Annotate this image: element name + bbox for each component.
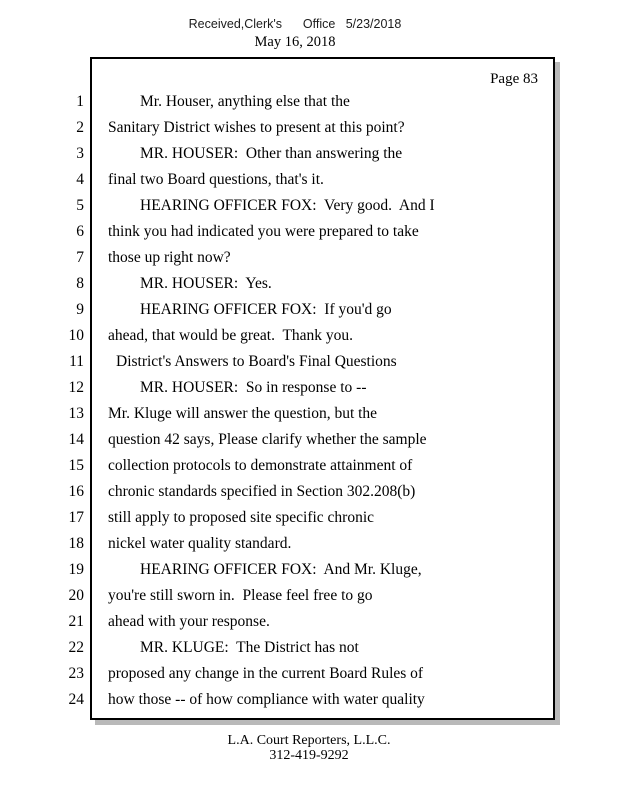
- transcript-line: [40, 557, 550, 583]
- transcript-line: [40, 193, 550, 219]
- transcript-line: [40, 115, 550, 141]
- transcript-line: [40, 453, 550, 479]
- line-number: 5: [76, 197, 84, 214]
- line-number: 14: [68, 431, 84, 448]
- line-text: ahead with your response.: [108, 613, 270, 630]
- page-number-label: Page 83: [490, 71, 538, 87]
- transcript-line: [40, 505, 550, 531]
- transcript-line: [40, 583, 550, 609]
- transcript-line: [40, 141, 550, 167]
- line-text: how those -- of how compliance with water quality: [108, 691, 425, 708]
- line-text: think you had indicated you were prepared to take: [108, 223, 419, 240]
- line-number: 6: [76, 223, 84, 240]
- line-text: chronic standards specified in Section 302.208(b): [108, 483, 416, 500]
- line-text: nickel water quality standard.: [108, 535, 292, 552]
- transcript-line: [40, 687, 550, 713]
- line-number: 17: [68, 509, 84, 526]
- line-number: 22: [68, 639, 84, 656]
- line-text: MR. HOUSER: Other than answering the: [140, 145, 403, 162]
- line-text: District's Answers to Board's Final Questions: [116, 353, 397, 370]
- transcript-line: [40, 349, 550, 375]
- transcript-line: [40, 661, 550, 687]
- reporter-company: L.A. Court Reporters, L.L.C.: [227, 733, 391, 748]
- line-number: 1: [76, 93, 84, 110]
- transcript-line: [40, 427, 550, 453]
- reporter-footer: [0, 733, 618, 763]
- transcript-line: [40, 609, 550, 635]
- hearing-date: May 16, 2018: [254, 34, 336, 50]
- line-number: 15: [68, 457, 84, 474]
- transcript-line: [40, 635, 550, 661]
- line-text: still apply to proposed site specific chronic: [108, 509, 375, 526]
- line-number: 23: [68, 665, 84, 682]
- transcript-line: [40, 479, 550, 505]
- line-number: 2: [76, 119, 84, 136]
- line-text: HEARING OFFICER FOX: And Mr. Kluge,: [140, 561, 422, 578]
- line-number: 7: [76, 249, 84, 266]
- reporter-phone: 312-419-9292: [269, 748, 349, 763]
- line-number: 24: [68, 691, 84, 708]
- line-number: 12: [68, 379, 84, 396]
- transcript-line: [40, 167, 550, 193]
- line-number: 13: [68, 405, 84, 422]
- line-text: HEARING OFFICER FOX: Very good. And I: [140, 197, 435, 214]
- received-clerk-stamp: Received,Clerk's Office 5/23/2018: [188, 17, 402, 31]
- line-text: you're still sworn in. Please feel free to go: [108, 587, 373, 604]
- line-number: 21: [68, 613, 84, 630]
- line-number: 9: [76, 301, 84, 318]
- line-text: proposed any change in the current Board Rules of: [108, 665, 424, 682]
- transcript-line: [40, 245, 550, 271]
- line-number: 18: [68, 535, 84, 552]
- transcript-line: [40, 89, 550, 115]
- line-text: ahead, that would be great. Thank you.: [108, 327, 354, 344]
- transcript-lines: [40, 89, 550, 713]
- line-number: 11: [69, 353, 84, 370]
- line-text: HEARING OFFICER FOX: If you'd go: [140, 301, 392, 318]
- transcript-line: [40, 219, 550, 245]
- line-text: final two Board questions, that's it.: [108, 171, 324, 188]
- line-number: 19: [68, 561, 84, 578]
- line-text: question 42 says, Please clarify whether the sample: [108, 431, 427, 448]
- line-number: 8: [76, 275, 84, 292]
- line-number: 10: [68, 327, 84, 344]
- transcript-line: [40, 297, 550, 323]
- line-text: MR. HOUSER: So in response to --: [140, 379, 367, 396]
- transcript-line: [40, 323, 550, 349]
- line-number: 16: [68, 483, 84, 500]
- transcript-line: [40, 271, 550, 297]
- line-text: MR. KLUGE: The District has not: [140, 639, 359, 656]
- line-text: Mr. Houser, anything else that the: [140, 93, 350, 110]
- line-number: 4: [76, 171, 84, 188]
- line-text: MR. HOUSER: Yes.: [140, 275, 272, 292]
- line-number: 20: [68, 587, 84, 604]
- line-number: 3: [76, 145, 84, 162]
- transcript-line: [40, 531, 550, 557]
- transcript-line: [40, 375, 550, 401]
- line-text: collection protocols to demonstrate attainment of: [108, 457, 413, 474]
- line-text: Sanitary District wishes to present at this point?: [108, 119, 405, 136]
- line-text: Mr. Kluge will answer the question, but the: [108, 405, 378, 422]
- transcript-line: [40, 401, 550, 427]
- line-text: those up right now?: [108, 249, 231, 266]
